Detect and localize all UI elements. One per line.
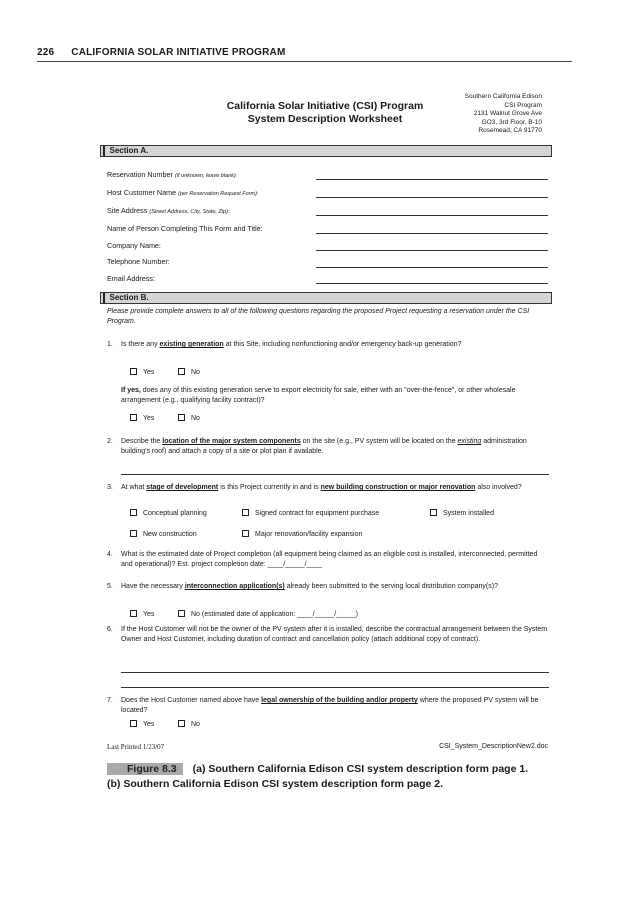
site-address-input[interactable] [316,215,548,216]
last-printed: Last Printed 1/23/07 [107,743,165,751]
q5-number: 5. [107,583,113,590]
q3-option-signed-contract[interactable]: Signed contract for equipment purchase [242,509,379,517]
q7-no-option[interactable]: No [178,720,200,728]
sce-address: Southern California Edison CSI Program 2131 Walnut Grove Ave GO3, 3rd Floor, B-10 Rosemead, CA 91770 [464,93,542,134]
checkbox[interactable] [430,509,437,516]
checkbox[interactable] [130,720,137,727]
section-b-header: Section B. [100,292,552,304]
checkbox[interactable] [130,368,137,375]
q7-yes-option[interactable]: Yes [130,720,154,728]
host-customer-name-input[interactable] [316,197,548,198]
reservation-number-input[interactable] [316,179,548,180]
q7-number: 7. [107,697,113,704]
checkbox[interactable] [178,368,185,375]
q2-number: 2. [107,438,113,445]
q3-option-installed[interactable]: System installed [430,509,494,517]
section-a-header: Section A. [100,145,552,157]
page-number: 226 [37,47,55,58]
field-host-customer-name: Host Customer Name (per Reservation Request Form): [107,188,259,197]
q3-text: At what stage of development is this Project currently in and is new building construction or major renovation also involved? [121,484,522,491]
field-company-name: Company Name: [107,241,161,250]
q1-text: Is there any existing generation at this Site, including nonfunctioning and/or emergency back-up generation? [121,341,462,348]
q3-option-conceptual[interactable]: Conceptual planning [130,509,207,517]
running-title: CALIFORNIA SOLAR INITIATIVE PROGRAM [71,47,286,58]
q5-yes-option[interactable]: Yes [130,610,154,618]
field-reservation-number: Reservation Number (if unknown, leave blank): [107,170,238,179]
telephone-input[interactable] [316,267,548,268]
q7-text: Does the Host Customer named above have legal ownership of the building and/or property where the proposed PV system will be located? [121,697,539,714]
field-person-completing: Name of Person Completing This Form and Title: [107,224,263,233]
checkbox[interactable] [178,720,185,727]
q6-answer-line-1[interactable] [121,672,549,673]
checkbox[interactable] [130,414,137,421]
checkbox[interactable] [178,610,185,617]
q4-number: 4. [107,551,113,558]
q5-text: Have the necessary interconnection application(s) already been submitted to the serving local distribution company(s)? [121,583,498,590]
checkbox[interactable] [178,414,185,421]
checkbox[interactable] [130,530,137,537]
checkbox[interactable] [242,509,249,516]
q3-option-major-renovation[interactable]: Major renovation/facility expansion [242,530,362,538]
company-name-input[interactable] [316,250,548,251]
email-input[interactable] [316,283,548,284]
q6-number: 6. [107,626,113,633]
field-site-address: Site Address (Street Address, City, State, Zip): [107,206,230,215]
q4-text: What is the estimated date of Project completion (all equipment being claimed as an eligible cost is installed, interconnected, permitted and operational)? Est. project completion date: ____/_____/____ [121,551,538,568]
field-email: Email Address: [107,274,155,283]
q1-no-option[interactable]: No [178,368,200,376]
q5-no-option[interactable]: No (estimated date of application: ____/_____/_____) [178,610,358,618]
checkbox[interactable] [130,509,137,516]
q1-yes-option[interactable]: Yes [130,368,154,376]
q6-text: If the Host Customer will not be the owner of the PV system after it is installed, describe the contractual arrangement between the System Owner and Host Customer, including duration of contract and cancellation policy (attach additional copy of contract). [121,626,548,643]
q1-followup: If yes, does any of this existing generation serve to export electricity for sale, either with an "over-the-fence", or other wholesale arrangement (e.g., qualifying facility contract)? [121,387,516,404]
q2-answer-line[interactable] [121,474,549,475]
figure-label: Figure 8.3 [107,763,183,775]
section-b-intro: Please provide complete answers to all of the following questions regarding the proposed Project requesting a reservation under the CSI Program. [107,308,530,325]
q6-answer-line-2[interactable] [121,687,549,688]
q3-option-new-construction[interactable]: New construction [130,530,197,538]
q1-followup-yes-option[interactable]: Yes [130,414,154,422]
header-rule [37,61,572,62]
field-telephone: Telephone Number: [107,257,170,266]
q1-followup-no-option[interactable]: No [178,414,200,422]
q1-number: 1. [107,341,113,348]
person-completing-input[interactable] [316,233,548,234]
page-header [37,47,286,58]
form-title: California Solar Initiative (CSI) Program System Description Worksheet [226,100,424,125]
checkbox[interactable] [242,530,249,537]
q3-number: 3. [107,484,113,491]
figure-caption: Figure 8.3 (a) Southern California Edison CSI system description form page 1. (b) Southern California Edison CSI system description form page 2. [107,763,529,790]
doc-filename: CSI_System_DescriptionNew2.doc [439,743,548,750]
checkbox[interactable] [130,610,137,617]
q2-text: Describe the location of the major system components on the site (e.g., PV system will be located on the existing administration building's roof) and attach a copy of a site or plot plan if available. [121,438,527,455]
